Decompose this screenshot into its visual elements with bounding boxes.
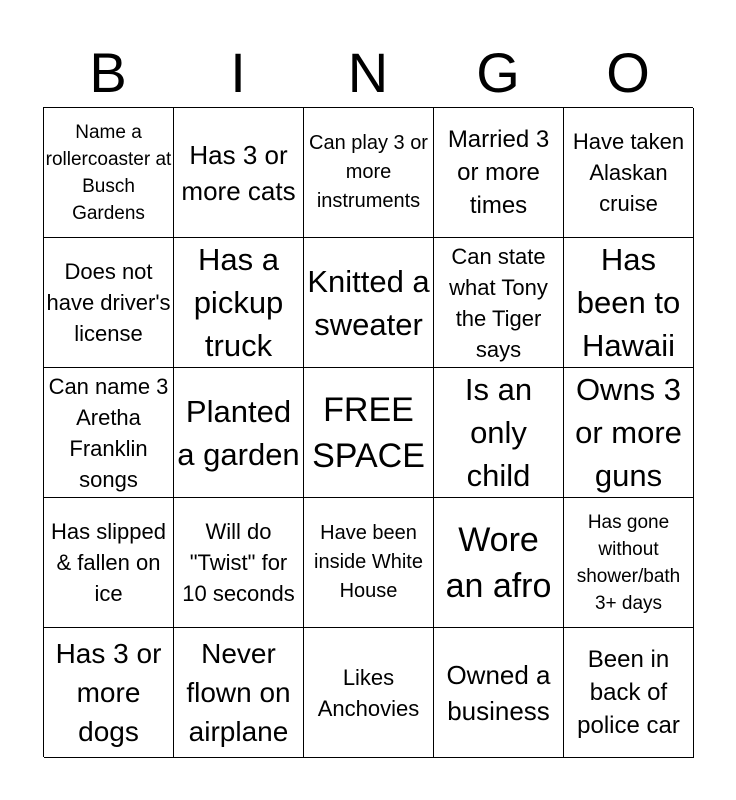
bingo-cell-r1c3[interactable] [304, 108, 434, 238]
bingo-cell-text: Never flown on airplane [186, 638, 291, 747]
bingo-cell-r3c3[interactable] [304, 368, 434, 498]
bingo-cell-text: Has 3 or more cats [181, 139, 296, 206]
bingo-cell-r3c2[interactable] [174, 368, 304, 498]
bingo-cell-text: Have taken Alaskan cruise [572, 129, 685, 216]
bingo-cell-text: Can name 3 Aretha Franklin songs [48, 373, 169, 492]
bingo-cell-r2c1[interactable] [44, 238, 174, 368]
bingo-cell-text: Has a pickup truck [193, 242, 284, 363]
bingo-cell-text: Does not have driver's license [46, 259, 171, 346]
bingo-cell-r4c2[interactable] [174, 498, 304, 628]
bingo-cell-text: Likes Anchovies [317, 664, 420, 721]
bingo-cell-r3c5[interactable] [564, 368, 694, 498]
bingo-cell-text: Been in back of police car [577, 646, 680, 739]
bingo-cell-text: Is an only child [464, 372, 533, 493]
bingo-cell-r2c4[interactable] [434, 238, 564, 368]
bingo-cell-text: Will do "Twist" for 10 seconds [182, 519, 295, 606]
bingo-cell-r2c3[interactable] [304, 238, 434, 368]
bingo-cell-text: Have been inside White House [314, 522, 423, 602]
bingo-cell-text: Can state what Tony the Tiger says [449, 243, 548, 362]
bingo-cell-r4c1[interactable] [44, 498, 174, 628]
bingo-cell-r2c2[interactable] [174, 238, 304, 368]
bingo-cell-r4c5[interactable] [564, 498, 694, 628]
header-letter-o: O [606, 41, 650, 104]
bingo-cell-r5c4[interactable] [434, 628, 564, 758]
bingo-cell-r3c1[interactable] [44, 368, 174, 498]
free-space: FREE SPACE [312, 390, 425, 475]
bingo-cell-r5c1[interactable] [44, 628, 174, 758]
bingo-cell-r5c5[interactable] [564, 628, 694, 758]
bingo-cell-r3c4[interactable] [434, 368, 564, 498]
bingo-cell-r1c4[interactable] [434, 108, 564, 238]
bingo-cell-text: Owned a business [446, 659, 551, 726]
bingo-cell-r1c2[interactable] [174, 108, 304, 238]
bingo-cell-text: Has been to Hawaii [576, 242, 681, 363]
bingo-header [43, 40, 693, 106]
bingo-cell-text: Wore an afro [445, 520, 552, 605]
bingo-board [43, 107, 693, 757]
bingo-cell-r2c5[interactable] [564, 238, 694, 368]
bingo-cell-r5c2[interactable] [174, 628, 304, 758]
bingo-cell-r5c3[interactable] [304, 628, 434, 758]
header-letter-n: N [347, 41, 389, 104]
bingo-cell-text: Owns 3 or more guns [575, 372, 682, 493]
header-letter-i: I [230, 41, 246, 104]
bingo-cell-text: Name a rollercoaster at Busch Gardens [45, 121, 172, 224]
bingo-cell-text: Planted a garden [177, 393, 300, 472]
header-letter-b: B [89, 41, 127, 104]
bingo-cell-r4c3[interactable] [304, 498, 434, 628]
bingo-cell-text: Knitted a sweater [307, 263, 430, 342]
bingo-cell-r1c1[interactable] [44, 108, 174, 238]
header-letter-g: G [476, 41, 520, 104]
bingo-cell-text: Can play 3 or more instruments [309, 132, 428, 212]
bingo-cell-r4c4[interactable] [434, 498, 564, 628]
bingo-cell-text: Has gone without shower/bath 3+ days [576, 511, 681, 614]
bingo-cell-text: Has 3 or more dogs [55, 638, 162, 747]
bingo-cell-r1c5[interactable] [564, 108, 694, 238]
bingo-cell-text: Has slipped & fallen on ice [51, 519, 166, 606]
bingo-cell-text: Married 3 or more times [447, 126, 550, 219]
